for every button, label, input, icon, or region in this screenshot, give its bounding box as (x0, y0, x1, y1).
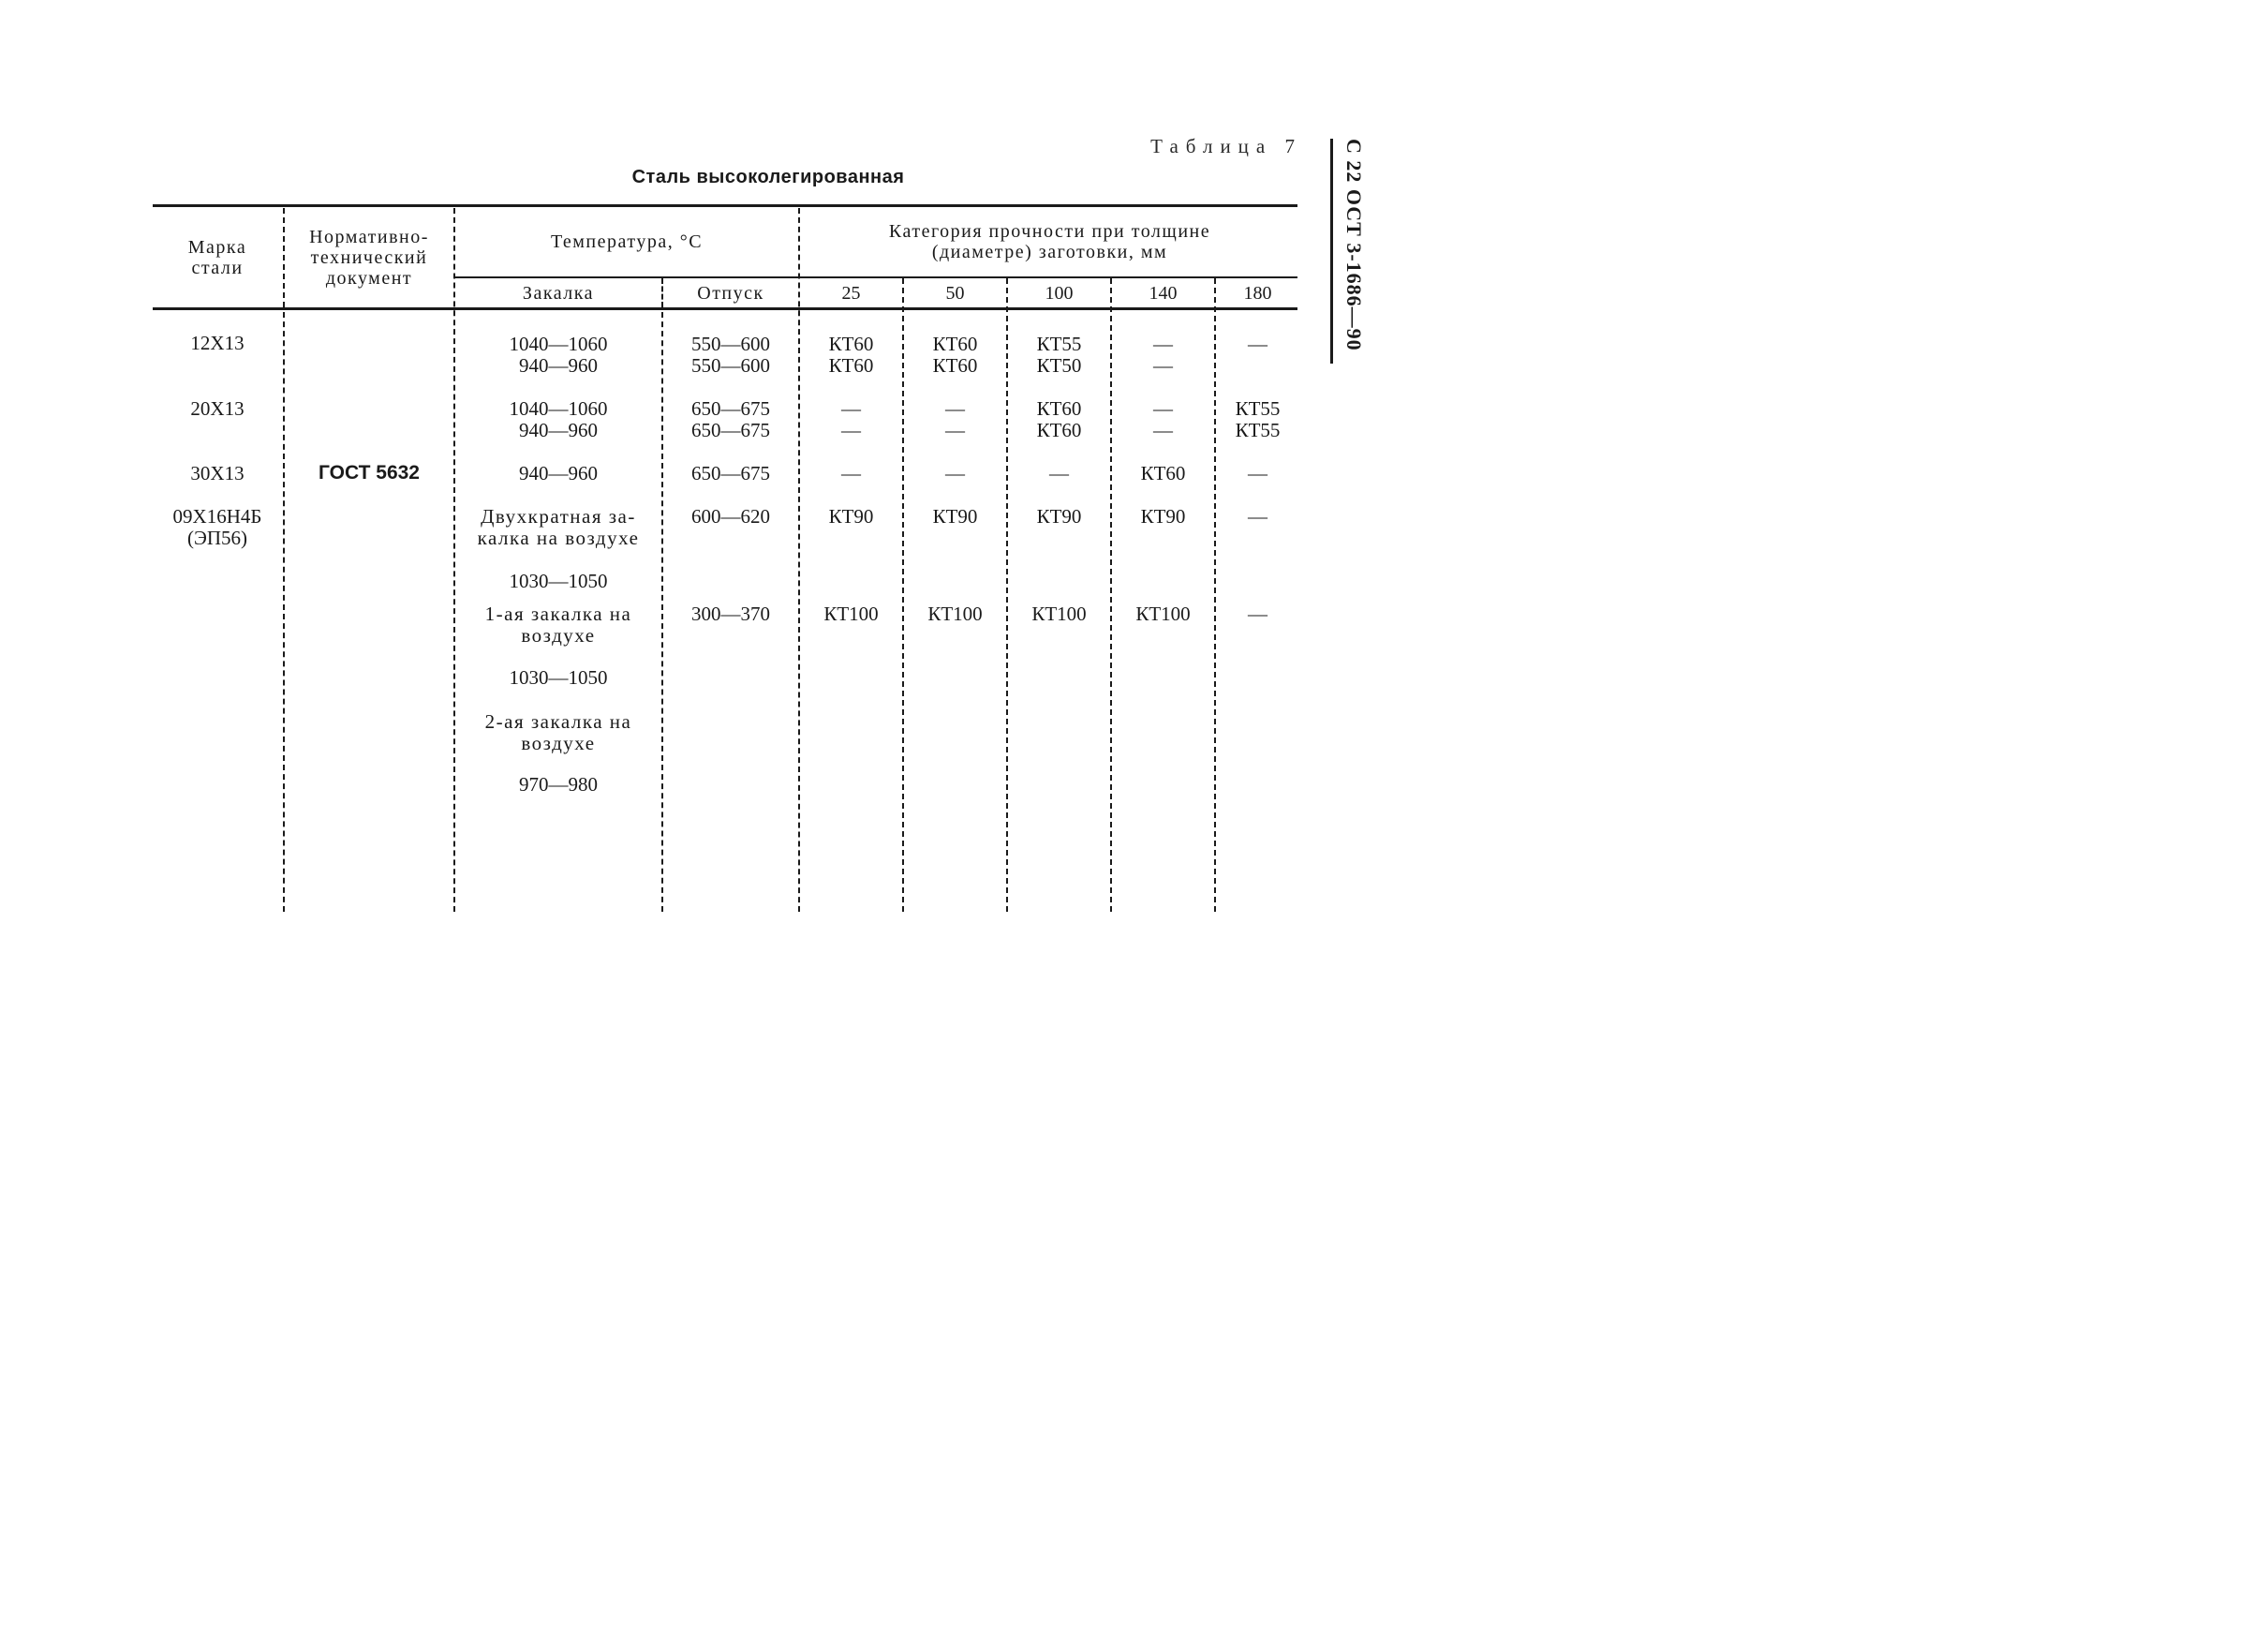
header-subdivision-rule (455, 276, 1297, 278)
quench-cell (457, 419, 660, 441)
header-document-line: документ (325, 268, 413, 289)
document-page (0, 0, 1460, 1052)
strength-cell: КТ60 (932, 332, 978, 355)
header-strength-line: Категория прочности при толщине (888, 221, 1211, 242)
column-divider (1006, 278, 1008, 912)
table-title: Сталь высоколегированная (631, 167, 905, 187)
grade-line: (ЭП56) (186, 527, 247, 549)
strength-cell: КТ100 (823, 602, 879, 625)
temper-cell: 650—675 (691, 396, 770, 420)
quench-line: 940—960 (519, 461, 598, 484)
strength-cell: КТ100 (1135, 602, 1191, 625)
temper-cell: 650—675 (691, 418, 770, 441)
strength-cell: — (1248, 504, 1267, 528)
header-grade-line: Марка (187, 237, 247, 258)
strength-cell: — (1248, 602, 1267, 625)
header-strength (802, 208, 1297, 275)
table-number: Таблица 7 (1150, 135, 1302, 157)
grade-line: 12Х13 (190, 331, 245, 354)
quench-cell (457, 354, 660, 377)
quench-cell (457, 710, 660, 755)
strength-cell: КТ90 (1036, 504, 1082, 528)
strength-cell: КТ60 (828, 353, 874, 377)
temper-cell: 550—600 (691, 353, 770, 377)
column-divider (453, 208, 455, 912)
running-header-rule (1330, 139, 1333, 364)
header-size-25: 25 (841, 283, 861, 304)
strength-cell: — (945, 461, 965, 484)
strength-cell: — (841, 396, 861, 420)
temper-cell: 300—370 (691, 602, 770, 625)
strength-cell: КТ90 (828, 504, 874, 528)
quench-line: 940—960 (519, 418, 598, 441)
grade-cell (154, 397, 281, 420)
header-size-140: 140 (1149, 283, 1178, 304)
strength-cell: КТ100 (1031, 602, 1087, 625)
column-divider (1214, 278, 1216, 912)
column-divider (283, 208, 285, 307)
grade-cell (154, 505, 281, 550)
strength-cell: — (1153, 353, 1173, 377)
quench-line: калка на воздухе (477, 527, 640, 549)
strength-cell: КТ55 (1235, 396, 1281, 420)
strength-cell: — (1248, 332, 1267, 355)
quench-cell (457, 666, 660, 689)
quench-line: 1030—1050 (509, 569, 608, 592)
quench-line: 2-ая закалка на (484, 710, 632, 733)
column-divider (661, 278, 663, 307)
strength-cell: — (841, 418, 861, 441)
quench-line: воздухе (521, 624, 596, 647)
header-grade-line: стали (191, 258, 244, 278)
quench-cell (457, 603, 660, 648)
strength-cell: — (1153, 396, 1173, 420)
strength-cell: — (945, 396, 965, 420)
header-document-line: технический (310, 247, 428, 268)
strength-cell: КТ60 (1140, 461, 1186, 484)
strength-cell (1218, 354, 1297, 377)
header-grade (154, 208, 281, 307)
header-document (287, 208, 452, 307)
strength-cell: КТ90 (1140, 504, 1186, 528)
quench-line: Двухкратная за- (481, 505, 636, 528)
document-cell: ГОСТ 5632 (319, 461, 420, 484)
quench-cell (457, 397, 660, 420)
strength-cell: КТ60 (1036, 418, 1082, 441)
quench-cell (457, 570, 660, 592)
quench-cell (457, 505, 660, 550)
header-document-line: Нормативно- (309, 227, 429, 247)
quench-cell (457, 773, 660, 796)
quench-line: 1040—1060 (509, 396, 608, 420)
temper-cell: 650—675 (691, 461, 770, 484)
table-top-rule (153, 204, 1297, 207)
strength-cell: КТ55 (1235, 418, 1281, 441)
quench-line: 970—980 (519, 772, 598, 796)
header-temperature: Температура, °С (550, 231, 704, 252)
grade-line: 20Х13 (190, 396, 245, 420)
strength-cell: — (945, 418, 965, 441)
strength-cell: — (1153, 418, 1173, 441)
quench-cell (457, 333, 660, 355)
header-size-100: 100 (1045, 283, 1074, 304)
quench-cell (457, 462, 660, 484)
column-divider (283, 312, 285, 912)
strength-cell: — (1153, 332, 1173, 355)
strength-cell: — (1049, 461, 1069, 484)
strength-cell: КТ90 (932, 504, 978, 528)
running-header-text: С 22 ОСТ 3-1686—90 (1342, 139, 1366, 351)
header-size-180: 180 (1243, 283, 1272, 304)
grade-line: 30Х13 (190, 461, 245, 484)
quench-line: 940—960 (519, 353, 598, 377)
strength-cell: КТ60 (1036, 396, 1082, 420)
column-divider (661, 312, 663, 912)
running-header (1330, 139, 1364, 369)
strength-cell: КТ60 (828, 332, 874, 355)
quench-line: воздухе (521, 732, 596, 754)
table-header-rule (153, 307, 1297, 310)
grade-cell (154, 462, 281, 484)
header-quench: Закалка (522, 283, 595, 304)
header-size-50: 50 (945, 283, 965, 304)
grade-line: 09Х16Н4Б (172, 505, 262, 528)
quench-line: 1040—1060 (509, 332, 608, 355)
grade-cell (154, 332, 281, 354)
quench-line: 1030—1050 (509, 665, 608, 689)
strength-cell: — (1248, 461, 1267, 484)
column-divider (1110, 278, 1112, 912)
strength-cell: КТ100 (927, 602, 983, 625)
column-divider (902, 278, 904, 912)
header-strength-line: (диаметре) заготовки, мм (931, 242, 1168, 262)
temper-cell: 550—600 (691, 332, 770, 355)
strength-cell: КТ60 (932, 353, 978, 377)
column-divider (798, 208, 800, 912)
strength-cell: КТ55 (1036, 332, 1082, 355)
quench-line: 1-ая закалка на (484, 603, 632, 625)
header-temper: Отпуск (697, 283, 764, 304)
strength-cell: — (841, 461, 861, 484)
strength-cell: КТ50 (1036, 353, 1082, 377)
temper-cell: 600—620 (691, 504, 770, 528)
